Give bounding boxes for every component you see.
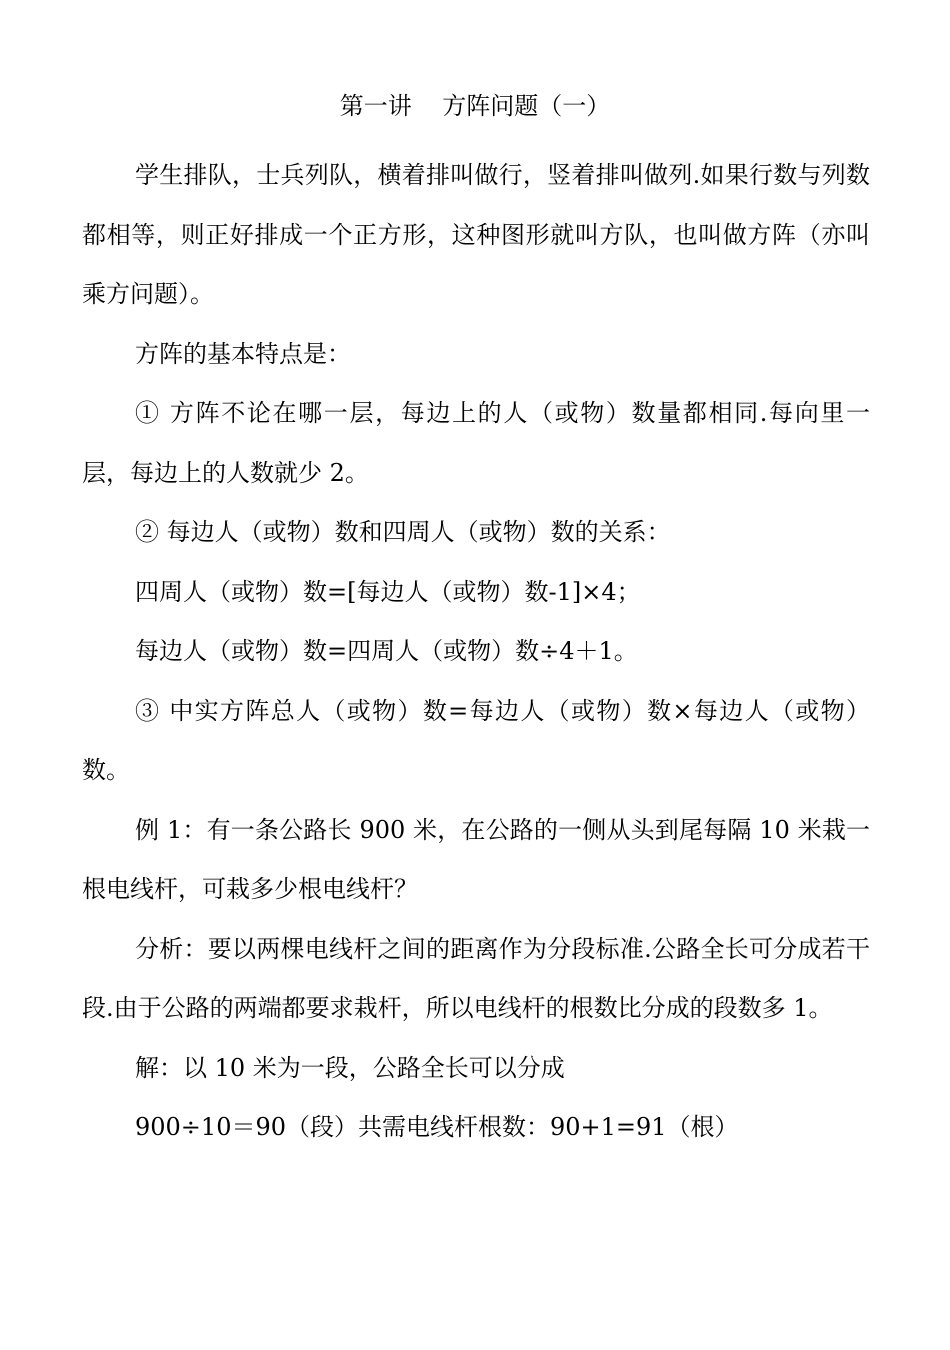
page-title: 第一讲 方阵问题（一）	[339, 92, 611, 120]
paragraph-feature-3: ③ 中实方阵总人（或物）数=每边人（或物）数×每边人（或物）数。	[82, 696, 870, 784]
paragraph-features-heading: 方阵的基本特点是：	[135, 339, 351, 368]
paragraph-calculation: 900÷10＝90（段）共需电线杆根数：90+1=91（根）	[135, 1113, 739, 1141]
paragraph-example-1: 例 1：有一条公路长 900 米，在公路的一侧从头到尾每隔 10 米栽一根电线杆，可栽多少根电线杆？	[82, 815, 870, 903]
paragraph-solution: 解：以 10 米为一段，公路全长可以分成	[135, 1053, 565, 1082]
paragraph-intro: 学生排队，士兵列队，横着排叫做行，竖着排叫做列.如果行数与列数都相等，则正好排成一个正方形，这种图形就叫方队，也叫做方阵（亦叫乘方问题）。	[82, 161, 870, 308]
paragraph-feature-2: ② 每边人（或物）数和四周人（或物）数的关系：	[135, 518, 671, 546]
document-body	[82, 146, 870, 1158]
paragraph-analysis: 分析：要以两棵电线杆之间的距离作为分段标准.公路全长可分成若干段.由于公路的两端都要求栽杆，所以电线杆的根数比分成的段数多 1。	[82, 934, 870, 1022]
formula-side: 每边人（或物）数=四周人（或物）数÷4＋1。	[135, 637, 638, 665]
paragraph-feature-1: ① 方阵不论在哪一层，每边上的人（或物）数量都相同.每向里一层，每边上的人数就少 2。	[82, 399, 870, 487]
formula-perimeter: 四周人（或物）数=[每边人（或物）数-1]×4；	[135, 577, 641, 606]
